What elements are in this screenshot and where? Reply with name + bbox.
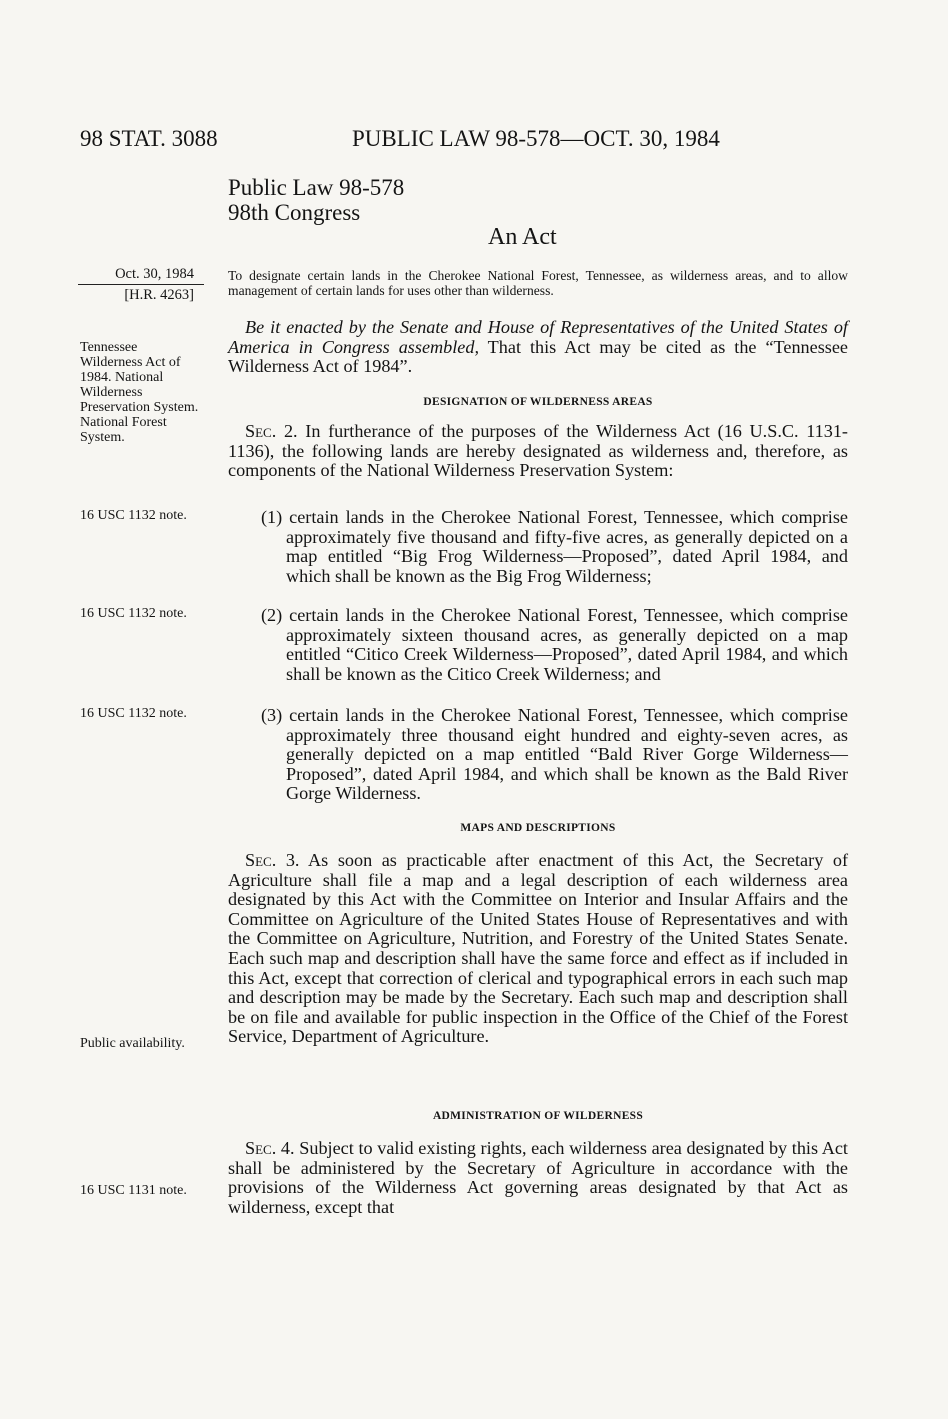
section-3-label: Sec. 3. — [245, 850, 300, 870]
margin-date-block — [80, 266, 204, 304]
margin-usc-3: 16 USC 1132 note. — [80, 706, 187, 721]
margin-date: Oct. 30, 1984 — [115, 266, 194, 282]
section-2-item-2: (2) certain lands in the Cherokee National Forest, Tennessee, which comprise approximately sixteen thousand acres, as generally depicted on a map entitled “Citico Creek Wilderness—Proposed”, dated April 1984, and which shall be known as the Citico Creek Wilderness; and — [261, 605, 848, 684]
section-3-text: As soon as practicable after enactment of this Act, the Secretary of Agriculture shall file a map and a legal description of each wilderness area designated by this Act with the Committee on Interior and Insular Affairs and the Committee on Agriculture of the United States House of Representatives and with the Committee on Agriculture, Nutrition, and Forestry of the United States Senate. Each such map and description shall have the same force and effect as if included in this Act, except that correction of clerical and typographical errors in each such map and description may be made by the Secretary. Each such map and description shall be on file and available for public inspection in the Office of the Chief of the Forest Service, Department of Agriculture. — [228, 850, 848, 1047]
section-4-heading: ADMINISTRATION OF WILDERNESS — [432, 1110, 644, 1122]
section-4-label: Sec. 4. — [245, 1138, 295, 1158]
page-number-header: 98 STAT. 3088 — [80, 126, 218, 151]
congress-number: 98th Congress — [228, 200, 361, 225]
purpose-clause — [228, 268, 848, 298]
margin-public-availability: Public availability. — [80, 1036, 185, 1051]
enacting-clause — [228, 318, 848, 377]
margin-usc-2: 16 USC 1132 note. — [80, 606, 187, 621]
section-2-item-1: (1) certain lands in the Cherokee National Forest, Tennessee, which comprise approximately five thousand and fifty-five acres, as generally depicted on a map entitled “Big Frog Wilderness—Proposed”, dated April 1984, and which shall be known as the Big Frog Wilderness; — [261, 507, 848, 586]
section-3-heading: MAPS AND DESCRIPTIONS — [460, 822, 616, 834]
section-2-intro — [228, 422, 848, 481]
margin-date-rule — [78, 284, 204, 285]
section-2-heading: DESIGNATION OF WILDERNESS AREAS — [423, 396, 653, 408]
enacting-rest: That this Act may be cited as the “Tennessee Wilderness Act of 1984”. — [228, 336, 848, 377]
purpose-text: To designate certain lands in the Cherokee National Forest, Tennessee, as wilderness areas, and to allow management of certain lands for uses other than wilderness. — [228, 268, 848, 298]
section-2-text: In furtherance of the purposes of the Wilderness Act (16 U.S.C. 1131-1136), the following lands are hereby designated as wilderness and, therefore, as components of the National Wilderness Preservation System: — [228, 421, 848, 481]
running-title-header: PUBLIC LAW 98-578—OCT. 30, 1984 — [352, 126, 720, 151]
section-4-body — [228, 1139, 848, 1217]
section-3-body — [228, 851, 848, 1047]
section-2-item-3: (3) certain lands in the Cherokee National Forest, Tennessee, which comprise approximately three thousand eight hundred and eighty-seven acres, as generally depicted on a map entitled “Bald River Gorge Wilderness—Proposed”, dated April 1984, and which shall be known as the Bald River Gorge Wilderness. — [261, 705, 848, 804]
enacting-italic: Be it enacted by the Senate and House of Representatives of the United States of America in Congress assembled, — [228, 317, 848, 357]
section-4-text: Subject to valid existing rights, each wilderness area designated by this Act shall be administered by the Secretary of Agriculture in accordance with the provisions of the Wilderness Act governing areas designated by that Act as wilderness, except that — [228, 1138, 848, 1217]
margin-usc-4: 16 USC 1131 note. — [80, 1183, 187, 1198]
margin-bill: [H.R. 4263] — [124, 287, 194, 303]
law-number: Public Law 98-578 — [228, 175, 405, 200]
act-title: An Act — [488, 224, 557, 250]
margin-topics: Tennessee Wilderness Act of 1984. National Wilderness Preservation System. National Forest System. — [80, 340, 199, 445]
margin-usc-1: 16 USC 1132 note. — [80, 508, 187, 523]
section-2-label: Sec. 2. — [245, 421, 298, 441]
